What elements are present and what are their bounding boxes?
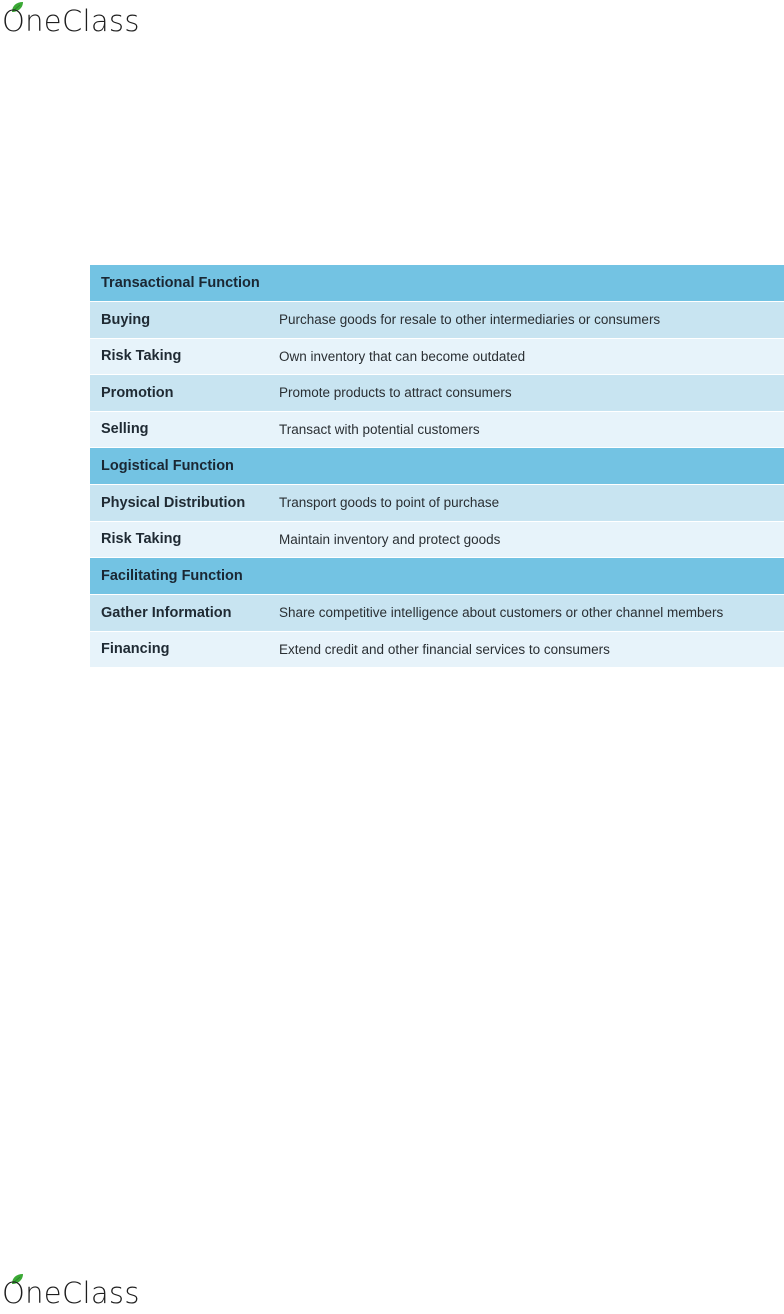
function-term: Risk Taking [90, 521, 268, 558]
function-description: Own inventory that can become outdated [268, 338, 784, 375]
table-row [90, 631, 784, 668]
section-title: Facilitating Function [90, 558, 784, 595]
function-term: Physical Distribution [90, 485, 268, 522]
function-term: Financing [90, 631, 268, 668]
table-row [90, 338, 784, 375]
channel-functions-table [90, 265, 784, 668]
function-description: Promote products to attract consumers [268, 375, 784, 412]
function-description: Share competitive intelligence about customers or other channel members [268, 595, 784, 632]
table-row [90, 595, 784, 632]
oneclass-logo-header [2, 2, 172, 42]
function-term: Promotion [90, 375, 268, 412]
function-term: Risk Taking [90, 338, 268, 375]
function-description: Maintain inventory and protect goods [268, 521, 784, 558]
table-row [90, 302, 784, 339]
logo-wordmark: OneClass [2, 1276, 140, 1310]
section-title: Logistical Function [90, 448, 784, 485]
table-section-header [90, 558, 784, 595]
function-description: Purchase goods for resale to other intermediaries or consumers [268, 302, 784, 339]
function-description: Transport goods to point of purchase [268, 485, 784, 522]
table-row [90, 485, 784, 522]
logo-wordmark: OneClass [2, 4, 140, 38]
table-row [90, 521, 784, 558]
table-section-header [90, 265, 784, 302]
section-title: Transactional Function [90, 265, 784, 302]
function-term: Selling [90, 411, 268, 448]
oneclass-logo-footer [2, 1274, 172, 1314]
function-term: Buying [90, 302, 268, 339]
function-description: Transact with potential customers [268, 411, 784, 448]
table-section-header [90, 448, 784, 485]
function-term: Gather Information [90, 595, 268, 632]
function-description: Extend credit and other financial services to consumers [268, 631, 784, 668]
table-row [90, 411, 784, 448]
table-row [90, 375, 784, 412]
